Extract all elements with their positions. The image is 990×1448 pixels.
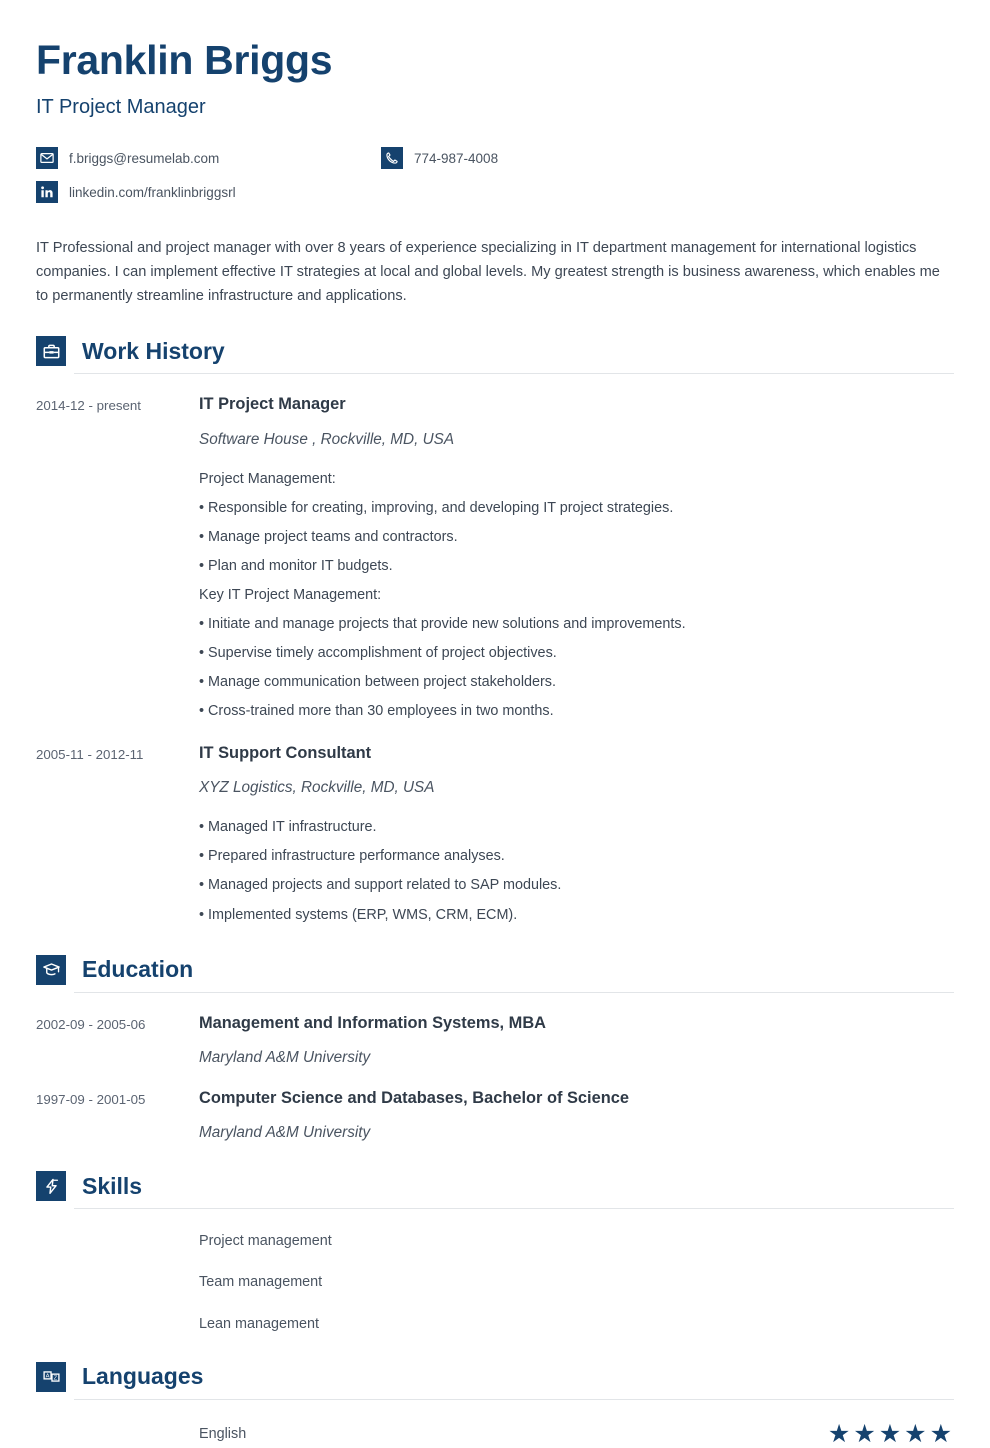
section-title-skills: Skills [82,1172,143,1199]
svg-text:A: A [45,1373,50,1380]
work-entry-description [199,468,954,723]
star-icon: ★ [827,1419,851,1448]
work-entry-line: • Supervise timely accomplishment of project objectives. [199,644,557,661]
work-entry-company: XYZ Logistics, Rockville, MD, USA [199,779,435,797]
work-entry-body [199,394,954,723]
phone-icon [381,147,403,169]
contact-email[interactable] [36,147,381,169]
graduation-cap-icon [36,955,66,985]
contact-linkedin-value: linkedin.com/franklinbriggsrl [69,184,236,200]
education-entry-degree: Management and Information Systems, MBA [199,1013,546,1032]
work-entry-dates: 2014-12 - present [36,398,141,414]
svg-text:Z: Z [53,1375,57,1382]
contact-email-value: f.briggs@resumelab.com [69,150,220,166]
section-header-skills [36,1171,954,1209]
work-entry-line: • Initiate and manage projects that provide new solutions and improvements. [199,615,686,632]
education-entry-school: Maryland A&M University [199,1124,371,1142]
star-icon: ★ [904,1419,927,1448]
section-divider [74,1208,954,1209]
section-title-work-history: Work History [82,337,225,364]
work-entry-line: • Cross-trained more than 30 employees in two months. [199,702,554,719]
resume-header [36,0,954,203]
contact-phone-value: 774-987-4008 [414,150,499,166]
work-entry-line: • Responsible for creating, improving, and developing IT project strategies. [199,499,674,516]
lightning-bolt-icon [36,1171,66,1201]
star-icon: ★ [853,1419,876,1448]
language-name: English [199,1426,247,1443]
work-entry-line: • Managed projects and support related to SAP modules. [199,877,562,894]
work-entry-line: • Managed IT infrastructure. [199,819,377,836]
work-entry [36,394,954,723]
section-header-education [36,955,954,993]
star-icon: ★ [878,1419,902,1448]
linkedin-icon [36,181,58,203]
contact-linkedin[interactable] [36,181,954,203]
summary-text: IT Professional and project manager with over 8 years of experience specializing in IT department management for international logistics companies. I can implement effective IT strategies at local and global levels. My greatest strength is business awareness, which enables me to permanently streamline infrastructure and applications. [36,240,940,304]
section-education [36,955,954,1144]
star-icon: ★ [929,1419,952,1448]
education-entry-body [199,1088,954,1143]
work-entry-line: • Implemented systems (ERP, WMS, CRM, ECM). [199,906,518,923]
section-skills [36,1171,954,1333]
work-entry-dates: 2005-11 - 2012-11 [36,746,144,762]
work-entry-title: IT Support Consultant [199,743,372,762]
section-divider [74,1399,954,1400]
skill-item: Lean management [199,1315,320,1332]
page-title: Franklin Briggs [36,37,333,83]
section-divider [74,373,954,374]
section-header-languages [36,1362,954,1400]
work-entry-line: • Prepared infrastructure performance analyses. [199,848,505,865]
work-entry-line: • Manage project teams and contractors. [199,528,458,545]
section-header-work-history [36,336,954,374]
education-entry-school: Maryland A&M University [199,1049,371,1067]
education-entry [36,1088,954,1143]
work-entry-line: • Manage communication between project stakeholders. [199,673,557,690]
work-entry-line: Project Management: [199,470,336,487]
work-entry [36,743,954,927]
section-divider [74,992,954,993]
languages-list [36,1419,954,1448]
work-entry-description [199,816,954,926]
translate-icon [36,1362,66,1392]
contact-phone[interactable] [381,147,781,169]
education-entry [36,1013,954,1068]
email-icon [36,147,58,169]
section-title-languages: Languages [82,1363,204,1390]
header-job-title: IT Project Manager [36,96,206,119]
work-entry-title: IT Project Manager [199,395,346,414]
language-rating-stars [827,1419,954,1448]
skill-item: Team management [199,1274,323,1291]
education-entry-degree: Computer Science and Databases, Bachelor of Science [199,1088,629,1107]
contact-block [36,147,954,203]
work-entry-company: Software House , Rockville, MD, USA [199,430,455,448]
education-entry-body [199,1013,954,1068]
section-work-history [36,336,954,926]
section-title-education: Education [82,956,194,983]
briefcase-icon [36,336,66,366]
work-entry-body [199,743,954,927]
language-row [199,1419,954,1448]
education-entry-dates: 2002-09 - 2005-06 [36,1016,146,1032]
skill-item: Project management [199,1233,332,1250]
skills-list [36,1231,954,1333]
work-entry-line: Key IT Project Management: [199,586,382,603]
section-languages [36,1362,954,1447]
education-entry-dates: 1997-09 - 2001-05 [36,1091,146,1107]
work-entry-line: • Plan and monitor IT budgets. [199,557,393,574]
